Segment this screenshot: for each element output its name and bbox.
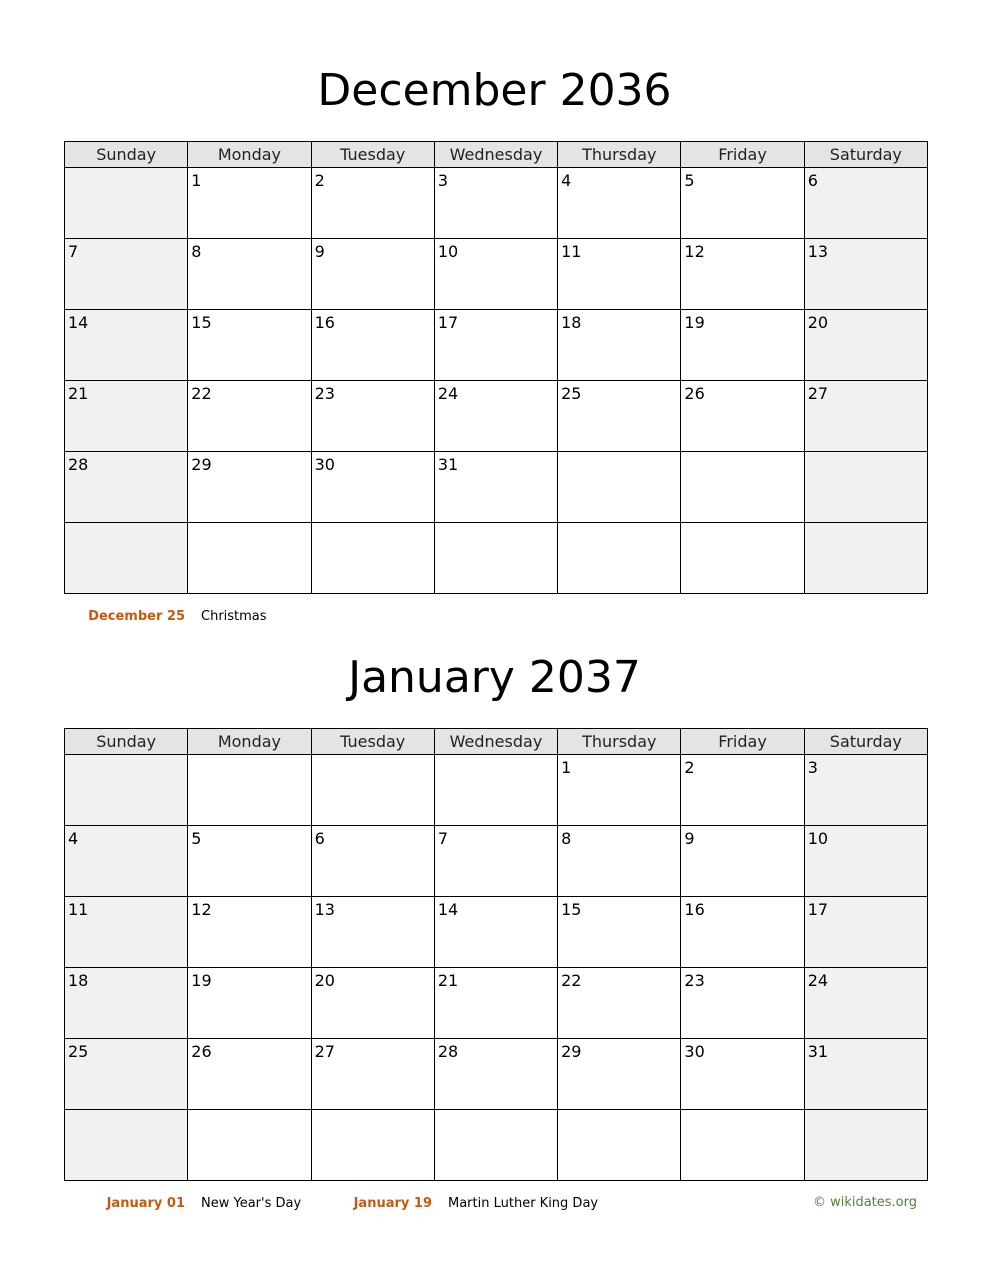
day-cell — [804, 968, 927, 1039]
day-cell — [65, 968, 188, 1039]
day-cell — [558, 523, 681, 594]
day-number — [65, 523, 187, 526]
day-number: 21 — [68, 384, 89, 403]
day-cell — [434, 1039, 557, 1110]
day-cell — [311, 1039, 434, 1110]
day-number — [435, 755, 557, 758]
day-number: 15 — [191, 313, 212, 332]
week-row — [65, 1110, 928, 1181]
day-number: 9 — [314, 242, 325, 261]
day-cell — [65, 168, 188, 239]
day-cell — [804, 1039, 927, 1110]
day-cell — [681, 168, 804, 239]
day-number — [558, 1110, 680, 1113]
day-number — [188, 1110, 310, 1113]
weekday-header: Monday — [188, 142, 311, 168]
day-number — [312, 1110, 434, 1113]
day-cell — [558, 826, 681, 897]
day-cell — [804, 168, 927, 239]
day-cell — [804, 310, 927, 381]
day-cell — [558, 755, 681, 826]
day-number: 17 — [807, 900, 829, 919]
day-number: 31 — [807, 1042, 829, 1061]
day-number: 16 — [684, 900, 705, 919]
day-number — [188, 755, 310, 758]
day-number: 30 — [684, 1042, 705, 1061]
day-cell — [65, 826, 188, 897]
day-cell — [804, 239, 927, 310]
day-number: 19 — [684, 313, 705, 332]
week-row — [65, 168, 928, 239]
weekday-header: Friday — [681, 729, 804, 755]
day-number — [681, 1110, 803, 1113]
weekday-header: Thursday — [558, 729, 681, 755]
weekday-header: Wednesday — [434, 729, 557, 755]
month-title: January 2037 — [348, 652, 641, 703]
day-number: 11 — [561, 242, 582, 261]
weekday-header: Tuesday — [311, 142, 434, 168]
day-cell — [311, 968, 434, 1039]
week-row — [65, 755, 928, 826]
day-cell — [434, 968, 557, 1039]
day-cell — [311, 826, 434, 897]
day-cell — [681, 523, 804, 594]
weekday-header-row — [65, 729, 928, 755]
day-cell — [558, 452, 681, 523]
day-number — [805, 523, 927, 526]
day-cell — [65, 381, 188, 452]
day-number: 2 — [314, 171, 325, 190]
day-cell — [188, 1039, 311, 1110]
day-cell — [188, 826, 311, 897]
day-number: 31 — [437, 455, 459, 474]
day-number: 2 — [684, 758, 695, 777]
day-number — [681, 452, 803, 455]
day-number — [188, 523, 310, 526]
day-cell — [188, 239, 311, 310]
day-number: 5 — [191, 829, 202, 848]
day-number — [681, 523, 803, 526]
day-cell — [681, 452, 804, 523]
day-cell — [558, 381, 681, 452]
day-cell — [311, 381, 434, 452]
day-cell — [681, 755, 804, 826]
week-row — [65, 1039, 928, 1110]
weekday-header: Sunday — [65, 729, 188, 755]
day-number: 29 — [191, 455, 212, 474]
day-cell — [558, 310, 681, 381]
week-row — [65, 897, 928, 968]
day-number: 21 — [437, 971, 459, 990]
day-number: 9 — [684, 829, 695, 848]
day-cell — [804, 452, 927, 523]
week-row — [65, 310, 928, 381]
day-number: 20 — [314, 971, 335, 990]
day-number: 18 — [68, 971, 89, 990]
day-cell — [804, 1110, 927, 1181]
day-number: 22 — [191, 384, 212, 403]
day-number: 6 — [314, 829, 325, 848]
day-number: 27 — [314, 1042, 335, 1061]
day-cell — [681, 1039, 804, 1110]
day-cell — [681, 897, 804, 968]
day-cell — [311, 310, 434, 381]
day-cell — [558, 968, 681, 1039]
day-cell — [434, 1110, 557, 1181]
day-number: 24 — [437, 384, 459, 403]
day-number — [558, 452, 680, 455]
day-number: 10 — [437, 242, 459, 261]
day-cell — [681, 826, 804, 897]
day-number: 4 — [68, 829, 79, 848]
day-number: 13 — [314, 900, 335, 919]
holiday-name: Christmas — [201, 609, 267, 624]
day-number: 8 — [561, 829, 572, 848]
day-cell — [434, 381, 557, 452]
day-cell — [434, 523, 557, 594]
weekday-header: Monday — [188, 729, 311, 755]
day-number: 12 — [684, 242, 705, 261]
day-number: 5 — [684, 171, 695, 190]
day-cell — [65, 1039, 188, 1110]
weekday-header: Wednesday — [434, 142, 557, 168]
day-number: 29 — [561, 1042, 582, 1061]
month-title: December 2036 — [317, 65, 672, 116]
day-number: 18 — [561, 313, 582, 332]
day-number: 26 — [191, 1042, 212, 1061]
day-cell — [65, 1110, 188, 1181]
day-number — [312, 523, 434, 526]
day-number: 10 — [807, 829, 829, 848]
day-number: 1 — [191, 171, 202, 190]
day-number: 16 — [314, 313, 335, 332]
day-number: 1 — [561, 758, 572, 777]
weekday-header-row — [65, 142, 928, 168]
day-number: 25 — [561, 384, 582, 403]
day-cell — [681, 310, 804, 381]
day-number — [435, 523, 557, 526]
day-number — [805, 1110, 927, 1113]
day-number: 30 — [314, 455, 335, 474]
week-row — [65, 381, 928, 452]
day-cell — [434, 755, 557, 826]
holiday-date: December 25 — [88, 609, 185, 624]
day-cell — [188, 310, 311, 381]
day-number: 12 — [191, 900, 212, 919]
day-cell — [434, 452, 557, 523]
day-cell — [311, 239, 434, 310]
day-cell — [558, 239, 681, 310]
weekday-header: Thursday — [558, 142, 681, 168]
day-number — [805, 452, 927, 455]
holiday-date: January 19 — [353, 1196, 432, 1211]
day-number: 6 — [807, 171, 818, 190]
day-cell — [434, 239, 557, 310]
day-cell — [65, 897, 188, 968]
day-number — [312, 755, 434, 758]
day-cell — [558, 168, 681, 239]
day-number — [65, 755, 187, 758]
week-row — [65, 968, 928, 1039]
day-cell — [681, 381, 804, 452]
day-cell — [804, 897, 927, 968]
day-number: 14 — [437, 900, 459, 919]
day-number: 26 — [684, 384, 705, 403]
day-number: 7 — [68, 242, 79, 261]
day-number: 13 — [807, 242, 829, 261]
day-number: 19 — [191, 971, 212, 990]
day-cell — [311, 755, 434, 826]
day-number: 7 — [437, 829, 449, 848]
day-number: 27 — [807, 384, 829, 403]
day-cell — [188, 452, 311, 523]
day-number: 25 — [68, 1042, 89, 1061]
day-cell — [65, 239, 188, 310]
day-number: 28 — [437, 1042, 459, 1061]
day-cell — [681, 239, 804, 310]
day-cell — [188, 897, 311, 968]
holiday-name: Martin Luther King Day — [448, 1196, 599, 1211]
day-number: 11 — [68, 900, 89, 919]
holiday-name: New Year's Day — [201, 1196, 302, 1211]
day-cell — [804, 826, 927, 897]
day-number: 24 — [807, 971, 829, 990]
weekday-header: Sunday — [65, 142, 188, 168]
weekday-header: Saturday — [804, 729, 927, 755]
day-cell — [311, 897, 434, 968]
day-cell — [434, 897, 557, 968]
day-number: 23 — [684, 971, 705, 990]
day-cell — [434, 310, 557, 381]
day-cell — [311, 168, 434, 239]
day-number: 8 — [191, 242, 202, 261]
day-number: 4 — [561, 171, 572, 190]
week-row — [65, 452, 928, 523]
day-cell — [188, 1110, 311, 1181]
holiday-date: January 01 — [106, 1196, 185, 1211]
calendar-grid — [64, 728, 928, 1181]
day-cell — [188, 523, 311, 594]
day-cell — [65, 755, 188, 826]
day-cell — [311, 452, 434, 523]
day-cell — [558, 897, 681, 968]
day-cell — [188, 968, 311, 1039]
day-cell — [434, 826, 557, 897]
day-cell — [804, 755, 927, 826]
day-cell — [65, 310, 188, 381]
day-number: 14 — [68, 313, 89, 332]
day-cell — [558, 1039, 681, 1110]
day-number — [558, 523, 680, 526]
day-number: 22 — [561, 971, 582, 990]
site-credit: © wikidates.org — [812, 1195, 917, 1210]
day-cell — [681, 1110, 804, 1181]
day-cell — [558, 1110, 681, 1181]
day-cell — [188, 168, 311, 239]
day-cell — [434, 168, 557, 239]
day-cell — [804, 523, 927, 594]
day-cell — [311, 1110, 434, 1181]
day-cell — [65, 523, 188, 594]
day-number: 3 — [807, 758, 818, 777]
day-number — [435, 1110, 557, 1113]
week-row — [65, 523, 928, 594]
day-cell — [311, 523, 434, 594]
day-number: 28 — [68, 455, 89, 474]
day-number: 3 — [437, 171, 449, 190]
day-cell — [804, 381, 927, 452]
day-cell — [65, 452, 188, 523]
day-number: 20 — [807, 313, 829, 332]
day-number: 23 — [314, 384, 335, 403]
weekday-header: Tuesday — [311, 729, 434, 755]
day-cell — [188, 381, 311, 452]
week-row — [65, 826, 928, 897]
day-number — [65, 168, 187, 171]
calendar-grid — [64, 141, 928, 594]
day-cell — [188, 755, 311, 826]
day-number — [65, 1110, 187, 1113]
day-number: 15 — [561, 900, 582, 919]
weekday-header: Friday — [681, 142, 804, 168]
day-number: 17 — [437, 313, 459, 332]
day-cell — [681, 968, 804, 1039]
weekday-header: Saturday — [804, 142, 927, 168]
week-row — [65, 239, 928, 310]
